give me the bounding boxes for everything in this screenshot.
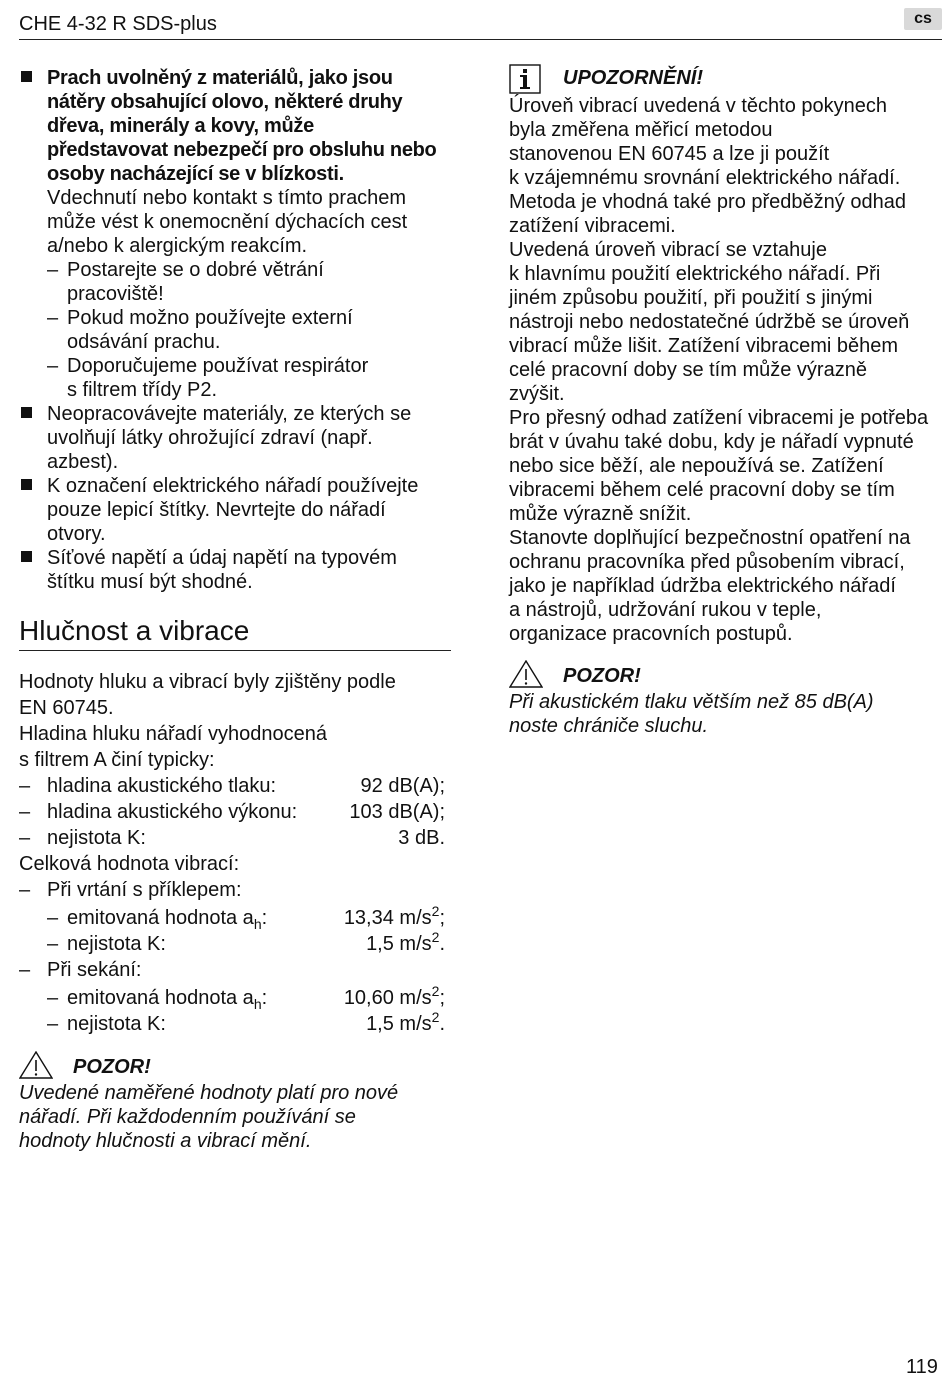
text-line: Uvedené naměřené hodnoty platí pro nové [19,1082,399,1104]
drill-mode-title [19,877,451,903]
text-line: K označení elektrického nářadí používejte [47,475,419,497]
label-text: emitovaná hodnota a [67,907,254,929]
text-line: Postarejte se o dobré větrání [67,259,324,281]
drill-uncertainty-row [19,931,451,957]
info-heading [509,66,942,94]
dash-marker: – [47,259,59,281]
text-line: jiném způsobu použití, při použití s jinými [509,287,873,309]
value-end: . [439,1013,445,1035]
header-divider [19,39,942,40]
chisel-uncertainty-row [19,1011,451,1037]
text-line: Vdechnutí nebo kontakt s tímto prachem [47,187,407,209]
chisel-mode-title [19,957,451,983]
dash-marker: – [47,987,59,1009]
info-icon [509,64,541,94]
dash-marker: – [19,959,31,981]
text-line: Pro přesný odhad zatížení vibracemi je potřeba [509,407,929,429]
chisel-emission-row [19,983,451,1011]
uncertainty-value [366,931,445,957]
noise-value: 103 dB(A); [349,801,445,823]
text-line: s filtrem třídy P2. [67,379,218,401]
mode-label: Při sekání: [47,959,142,981]
warning-text [19,1081,451,1153]
noise-intro [19,669,451,773]
text-line: EN 60745. [19,697,114,719]
value-text: 13,34 m/s [343,907,432,929]
left-column [19,66,451,1153]
emission-label [67,903,267,933]
text-line: stanovenou EN 60745 a lze ji použít [509,143,830,165]
value-end: ; [439,987,445,1009]
info-text [509,94,942,646]
colon: : [261,907,268,929]
section-divider [19,650,451,651]
square-bullet-icon [21,407,32,418]
bullet-hazardous-materials [19,402,451,474]
dash-marker: – [47,907,59,929]
text-line: zatížení vibracemi. [509,215,676,237]
text-line: Při akustickém tlaku větším než 85 dB(A) [509,691,874,713]
text-line: jako je například údržba elektrického nářadí [509,575,896,597]
dash-marker: – [47,1013,59,1035]
square-bullet-icon [21,479,32,490]
square-bullet-icon [21,71,32,82]
warning-heading [19,1051,451,1081]
text-line: Prach uvolněný z materiálů, jako jsou [47,67,393,89]
colon: : [261,987,268,1009]
text-line: může vést k onemocnění dýchacích cest [47,211,408,233]
dash-marker: – [19,827,31,849]
text-line: k vzájemnému srovnání elektrického nářadí. [509,167,901,189]
noise-label: hladina akustického výkonu: [47,801,298,823]
text-line: zvýšit. [509,383,565,405]
warning-heading [509,660,942,690]
dash-item-extraction [19,306,451,354]
value-end: ; [439,907,445,929]
document-title: CHE 4-32 R SDS-plus [19,13,217,35]
text-line: vibracemi během celé pracovní doby se tím [509,479,895,501]
right-column [509,66,942,738]
text-line: Pokud možno používejte externí [67,307,353,329]
text-line: uvolňují látky ohrožující zdraví (např. [47,427,373,449]
value-text: 1,5 m/s [366,933,432,955]
text-line: celé pracovní doby se tím může výrazně [509,359,867,381]
text-line: otvory. [47,523,106,545]
label-text: emitovaná hodnota a [67,987,254,1009]
dash-marker: – [19,801,31,823]
vibration-title: Celková hodnota vibrací: [19,853,240,875]
text-line: a nástrojů, udržování rukou v teple, [509,599,822,621]
uncertainty-label: nejistota K: [67,933,166,955]
page-number: 119 [906,1356,938,1378]
bullet-dust-warning [19,66,451,258]
subscript-h: h [253,916,262,932]
dash-marker: – [19,775,31,797]
text-line: Doporučujeme používat respirátor [67,355,369,377]
text-line: Hladina hluku nářadí vyhodnocená [19,723,327,745]
value-text: 10,60 m/s [343,987,432,1009]
text-line: Síťové napětí a údaj napětí na typovém [47,547,397,569]
noise-label: nejistota K: [47,827,146,849]
dash-marker: – [47,933,59,955]
warning-text [509,690,942,738]
noise-row-pressure [19,773,451,799]
language-badge: cs [904,8,942,30]
text-line: organizace pracovních postupů. [509,623,793,645]
warning-triangle-icon [19,1051,53,1079]
text-line: pouze lepicí štítky. Nevrtejte do nářadí [47,499,386,521]
noise-value: 92 dB(A); [360,775,445,797]
warning-label: POZOR! [563,665,641,687]
warning-triangle-icon [509,660,543,688]
dash-marker: – [19,879,31,901]
text-line: Neopracovávejte materiály, ze kterých se [47,403,412,425]
text-line: Metoda je vhodná také pro předběžný odhad [509,191,906,213]
noise-label: hladina akustického tlaku: [47,775,277,797]
text-line: Hodnoty hluku a vibrací byly zjištěny podle [19,671,396,693]
text-line: noste chrániče sluchu. [509,715,709,737]
text-line: azbest). [47,451,119,473]
text-line: štítku musí být shodné. [47,571,253,593]
drill-emission-row [19,903,451,931]
info-label: UPOZORNĚNÍ! [563,67,703,89]
text-line: k hlavnímu použití elektrického nářadí. Při [509,263,881,285]
text-line: vibrací může lišit. Zatížení vibracemi během [509,335,899,357]
text-line: osoby nacházející se v blízkosti. [47,163,344,185]
noise-value: 3 dB. [398,827,445,849]
text-line: Úroveň vibrací uvedená v těchto pokynech [509,95,887,117]
bullet-labels [19,474,451,546]
noise-row-power [19,799,451,825]
text-line: nářadí. Při každodenním používání se [19,1106,356,1128]
emission-value [344,903,445,933]
text-line: brát v úvahu také dobu, kdy je nářadí vypnuté [509,431,914,453]
exponent: 2 [431,929,440,945]
text-line: a/nebo k alergickým reakcím. [47,235,308,257]
emission-value [344,983,445,1013]
exponent: 2 [431,1009,440,1025]
dash-item-respirator [19,354,451,402]
text-line: byla změřena měřicí metodou [509,119,773,141]
text-line: odsávání prachu. [67,331,221,353]
text-line: představovat nebezpečí pro obsluhu nebo [47,139,437,161]
text-line: pracoviště! [67,283,164,305]
uncertainty-label: nejistota K: [67,1013,166,1035]
text-line: s filtrem A činí typicky: [19,749,215,771]
text-line: Uvedená úroveň vibrací se vztahuje [509,239,827,261]
dash-marker: – [47,355,59,377]
text-line: ochranu pracovníka před působením vibrací, [509,551,905,573]
section-title: Hlučnost a vibrace [19,615,250,646]
text-line: nástroji nebo nedostatečné údržbě se úroveň [509,311,910,333]
exponent: 2 [431,983,440,999]
text-line: nebo sice běží, ale nepoužívá se. Zatížení [509,455,884,477]
subscript-h: h [253,996,262,1012]
text-line: nátěry obsahující olovo, některé druhy [47,91,403,113]
warning-label: POZOR! [73,1056,151,1078]
uncertainty-value [366,1011,445,1037]
text-line: může výrazně snížit. [509,503,692,525]
text-line: Stanovte doplňující bezpečnostní opatření na [509,527,911,549]
dash-marker: – [47,307,59,329]
emission-label [67,983,267,1013]
mode-label: Při vrtání s příklepem: [47,879,242,901]
value-text: 1,5 m/s [366,1013,432,1035]
noise-row-uncertainty [19,825,451,851]
exponent: 2 [431,903,440,919]
dash-item-ventilation [19,258,451,306]
text-line: hodnoty hlučnosti a vibrací mění. [19,1130,312,1152]
value-end: . [439,933,445,955]
square-bullet-icon [21,551,32,562]
bullet-voltage [19,546,451,594]
text-line: dřeva, minerály a kovy, může [47,115,314,137]
